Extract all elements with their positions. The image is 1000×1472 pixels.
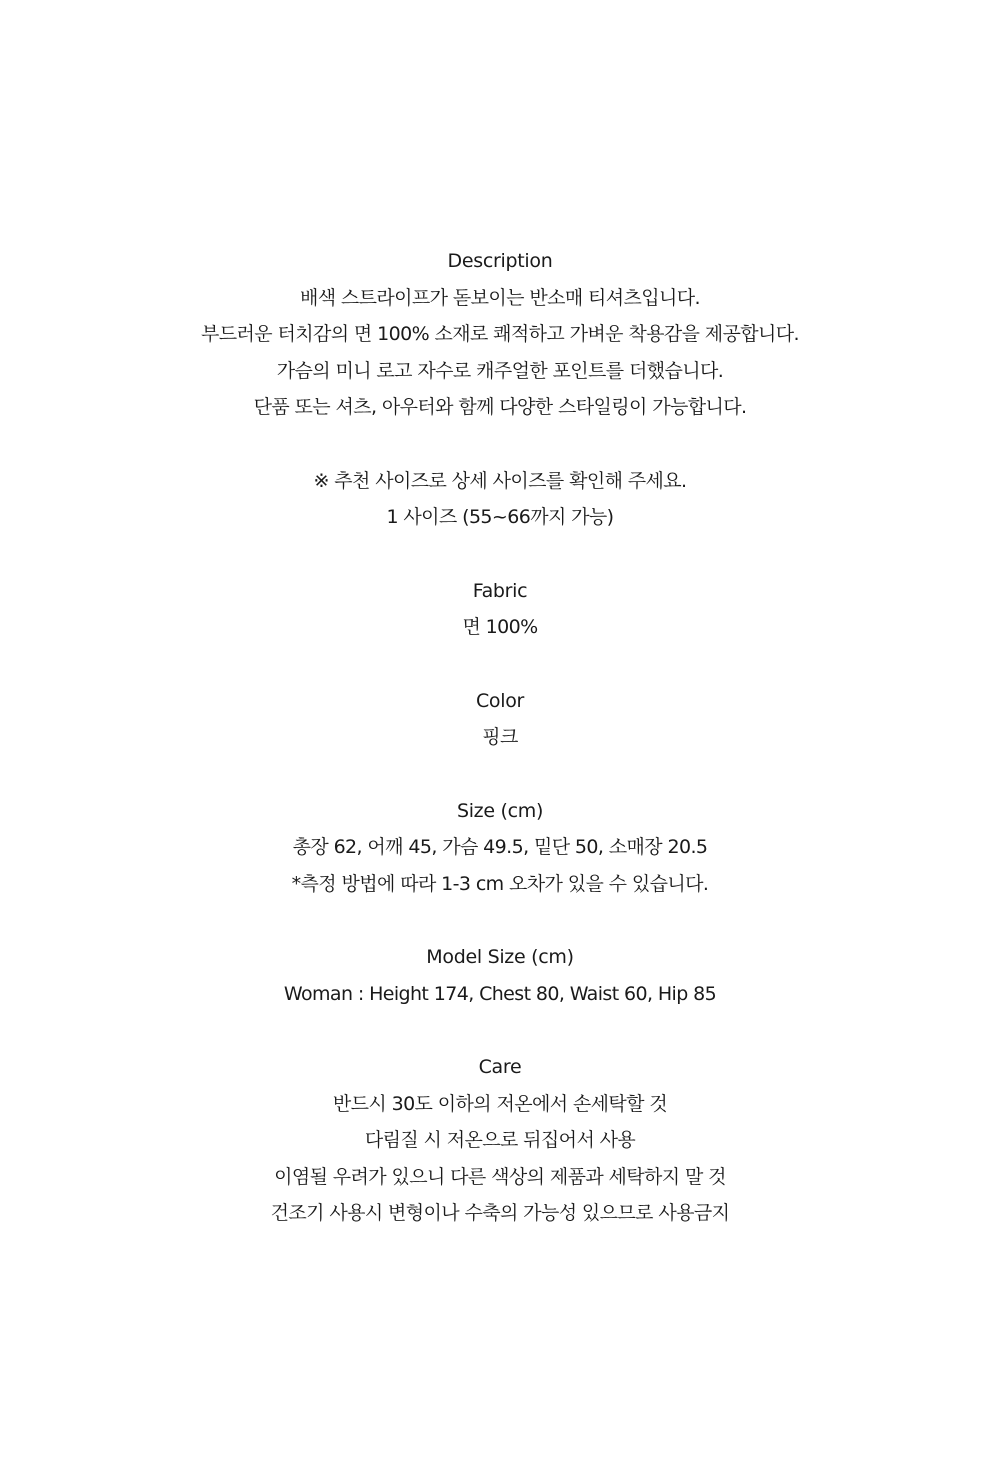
model-size-section bbox=[0, 939, 1000, 1012]
description-section bbox=[0, 243, 1000, 426]
color-heading: Color bbox=[475, 689, 525, 712]
size-heading: Size (cm) bbox=[456, 799, 544, 822]
color-section bbox=[0, 683, 1000, 756]
care-instruction: 다림질 시 저온으로 뒤집어서 사용 bbox=[364, 1129, 636, 1151]
size-tolerance-note: *측정 방법에 따라 1-3 cm 오차가 있을 수 있습니다. bbox=[291, 872, 709, 895]
color-value: 핑크 bbox=[482, 726, 518, 748]
description-line: 부드러운 터치감의 면 100% 소재로 쾌적하고 가벼운 착용감을 제공합니다. bbox=[201, 323, 799, 345]
size-recommendation-note: ※ 추천 사이즈로 상세 사이즈를 확인해 주세요. bbox=[313, 469, 687, 492]
care-instruction: 건조기 사용시 변형이나 수축의 가능성 있으므로 사용금지 bbox=[270, 1202, 730, 1224]
size-note-section bbox=[0, 463, 1000, 536]
size-range-note: 1 사이즈 (55~66까지 가능) bbox=[386, 506, 614, 528]
care-section bbox=[0, 1049, 1000, 1232]
model-size-heading: Model Size (cm) bbox=[426, 946, 574, 968]
fabric-heading: Fabric bbox=[472, 579, 528, 602]
fabric-value: 면 100% bbox=[462, 616, 538, 638]
size-measurements: 총장 62, 어깨 45, 가슴 49.5, 밑단 50, 소매장 20.5 bbox=[292, 836, 708, 858]
description-line: 단품 또는 셔츠, 아우터와 함께 다양한 스타일링이 가능합니다. bbox=[253, 396, 747, 418]
product-info-text bbox=[0, 243, 1000, 1269]
size-section bbox=[0, 793, 1000, 903]
description-line: 가슴의 미니 로고 자수로 캐주얼한 포인트를 더했습니다. bbox=[276, 359, 724, 382]
model-size-value: Woman : Height 174, Chest 80, Waist 60, Hip 85 bbox=[283, 982, 717, 1005]
care-instruction: 반드시 30도 이하의 저온에서 손세탁할 것 bbox=[332, 1092, 668, 1115]
care-instruction: 이염될 우려가 있으니 다른 색상의 제품과 세탁하지 말 것 bbox=[274, 1165, 726, 1188]
fabric-section bbox=[0, 573, 1000, 646]
description-heading: Description bbox=[447, 250, 553, 272]
description-line: 배색 스트라이프가 돋보이는 반소매 티셔츠입니다. bbox=[299, 286, 701, 309]
care-heading: Care bbox=[478, 1056, 522, 1078]
